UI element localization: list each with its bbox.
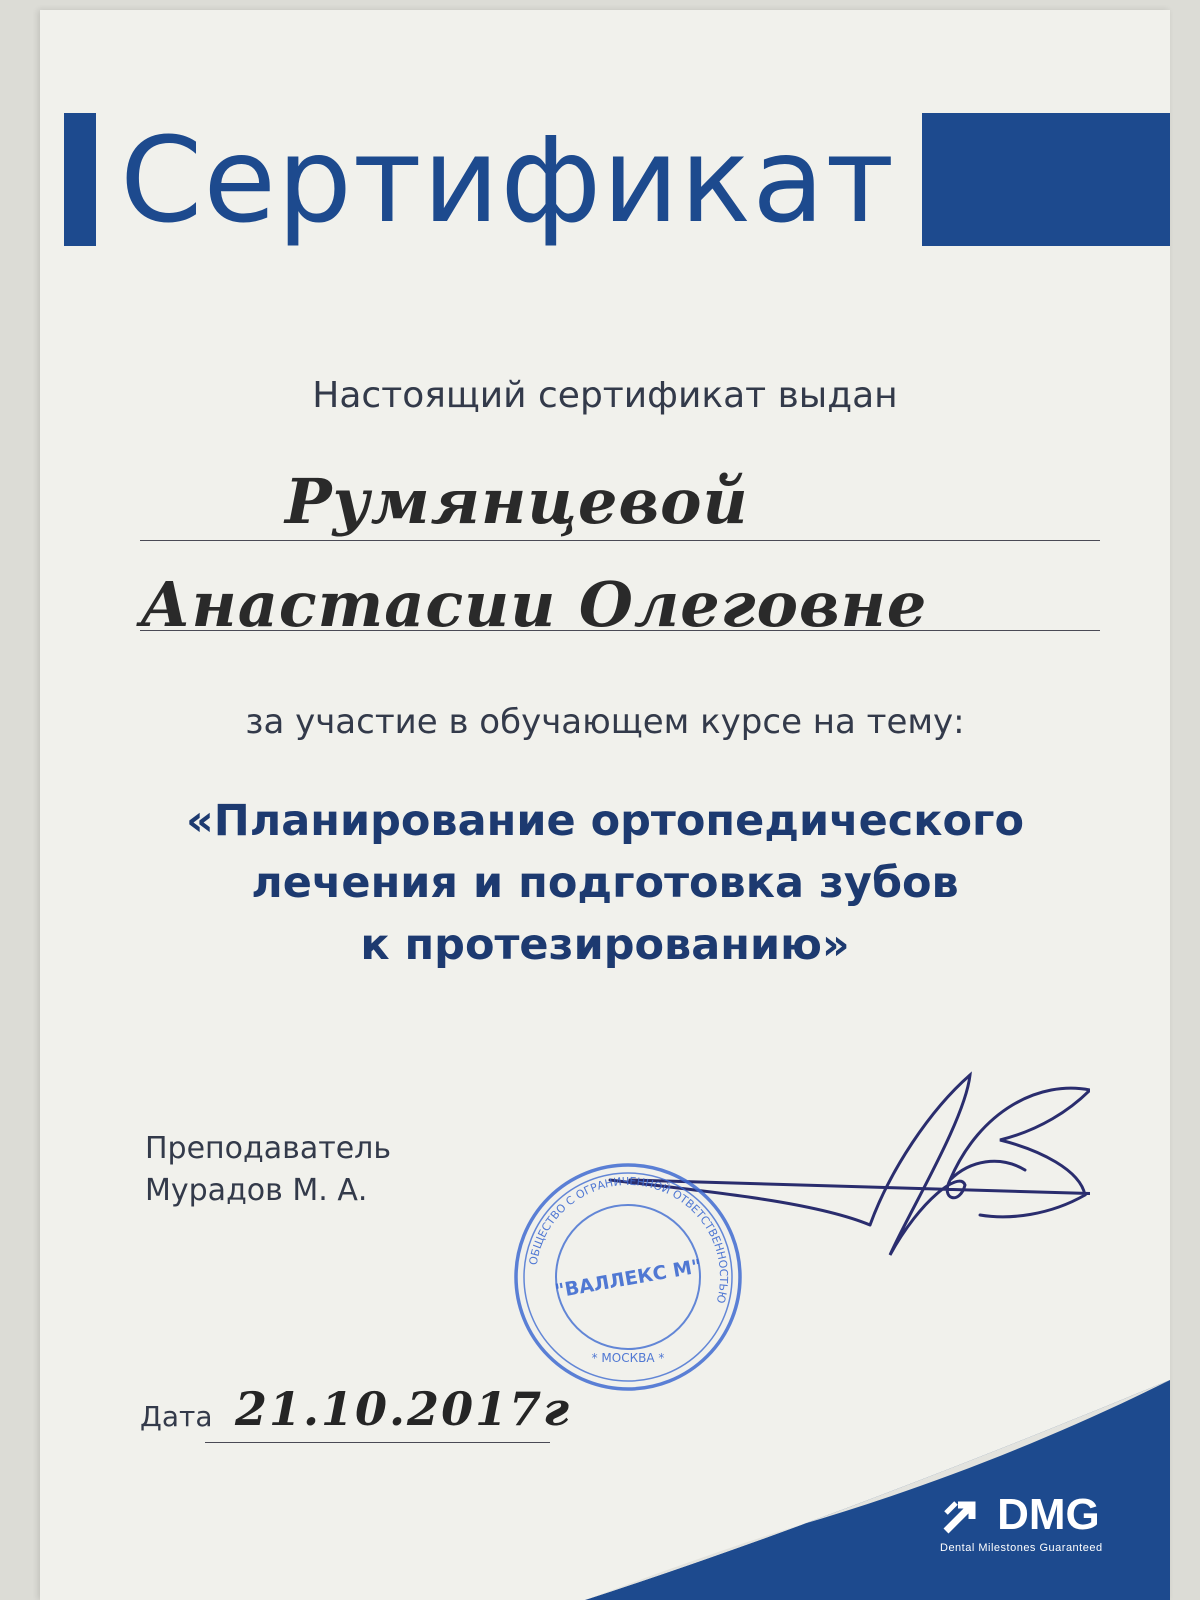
recipient-surname: Румянцевой [285, 465, 749, 538]
teacher-label: Преподаватель [145, 1131, 392, 1166]
seal-bottom-text: * МОСКВА * [591, 1351, 665, 1365]
seal-outer-text: ОБЩЕСТВО С ОГРАНИЧЕННОЙ ОТВЕТСТВЕННОСТЬЮ [526, 1174, 731, 1305]
certificate-title: Сертификат [120, 111, 896, 249]
teacher-name: Мурадов М. А. [145, 1173, 368, 1208]
dmg-tagline: Dental Milestones Guaranteed [940, 1542, 1103, 1554]
issued-text: Настоящий сертификат выдан [312, 375, 898, 416]
dmg-logo-name: DMG [997, 1490, 1100, 1539]
date-value: 21.10.2017г [235, 1382, 571, 1436]
page-curl-corner [40, 10, 1170, 1600]
dmg-arrow-icon [940, 1493, 984, 1537]
course-title-line: «Планирование ортопедического [185, 796, 1025, 846]
course-title-line: к протезированию» [360, 920, 850, 970]
course-title-line: лечения и подготовка зубов [251, 858, 959, 908]
recipient-name: Анастасии Олеговне [140, 568, 928, 641]
date-label: Дата [140, 1400, 213, 1433]
dmg-logo [940, 1490, 1103, 1554]
seal-center-text: "ВАЛЛЕКС М" [553, 1255, 704, 1303]
certificate-sheet [40, 10, 1170, 1600]
participation-text: за участие в обучающем курсе на тему: [245, 702, 965, 742]
